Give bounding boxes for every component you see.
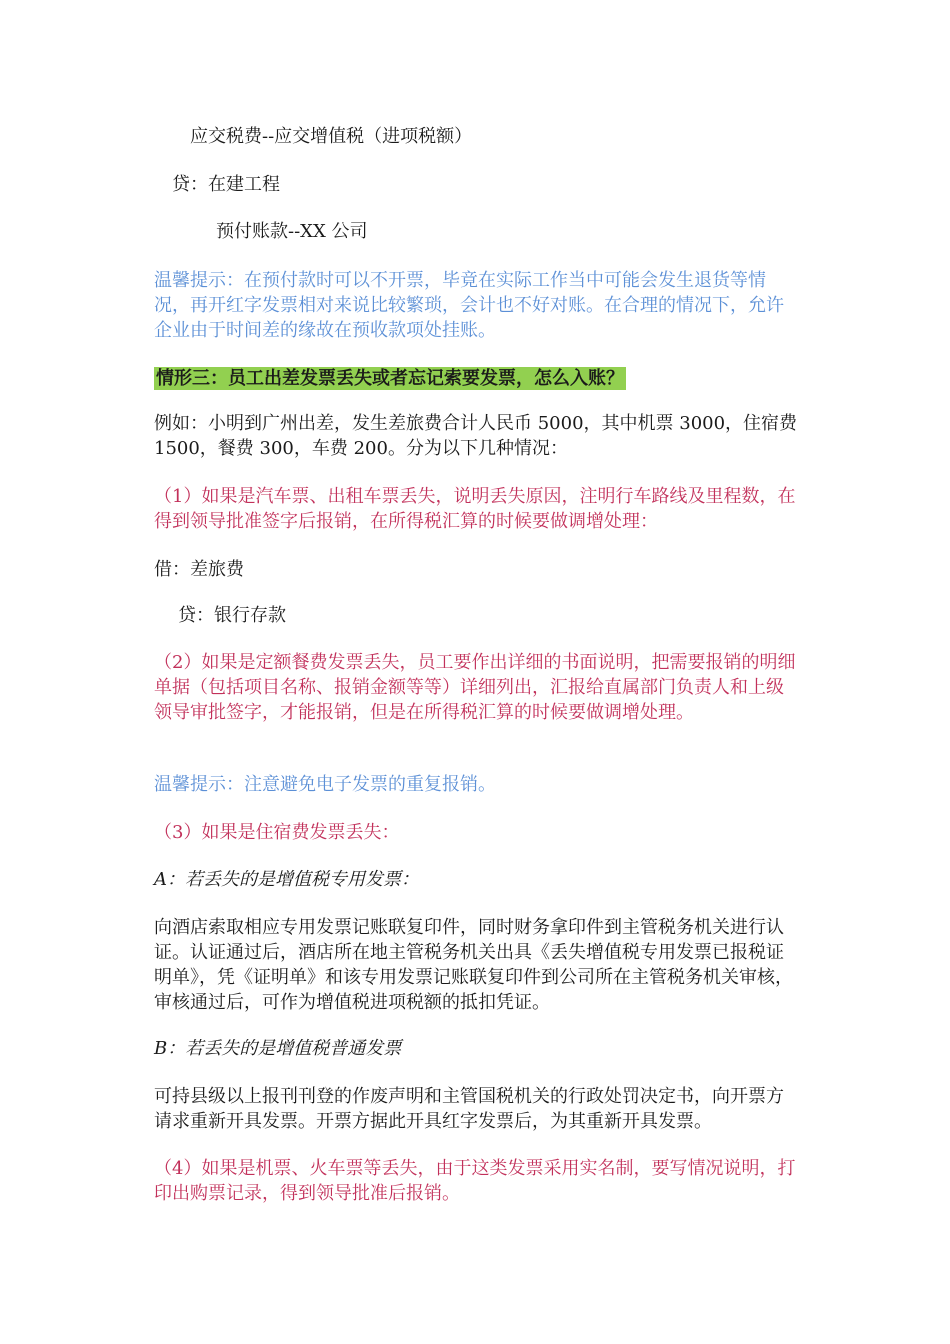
credit-bank-deposit: 贷：银行存款: [178, 605, 286, 626]
ledger-line-credit-construction: 贷：在建工程: [172, 174, 280, 195]
debit-travel-expense: 借：差旅费: [154, 559, 244, 580]
tip-prepayment: 温馨提示：在预付款时可以不开票，毕竟在实际工作当中可能会发生退货等情况，再开红字发票相对来说比较繁琐，会计也不好对账。在合理的情况下，允许企业由于时间差的缘故在预收款项处挂账。: [154, 270, 784, 341]
ledger-line-input-vat: 应交税费--应交增值税（进项税额）: [190, 126, 473, 147]
section-heading-3: [154, 366, 799, 391]
tip-electronic-invoice: 温馨提示：注意避免电子发票的重复报销。: [154, 774, 496, 795]
case-3-paragraph: （3）如果是住宿费发票丢失：: [154, 822, 400, 843]
example-paragraph: 例如：小明到广州出差，发生差旅费合计人民币 5000，其中机票 3000，住宿费 1500，餐费 300，车费 200。分为以下几种情况：: [154, 413, 803, 459]
case-2-paragraph: （2）如果是定额餐费发票丢失，员工要作出详细的书面说明，把需要报销的明细单据（包括项目名称、报销金额等等）详细列出，汇报给直属部门负责人和上级领导审批签字，才能报销，但是在所得税汇算的时候要做调增处理。: [154, 652, 796, 723]
case-1-paragraph: （1）如果是汽车票、出租车票丢失，说明丢失原因，注明行车路线及里程数，在得到领导批准签字后报销，在所得税汇算的时候要做调增处理：: [154, 486, 796, 532]
subcase-b-text: 可持县级以上报刊刊登的作废声明和主管国税机关的行政处罚决定书，向开票方请求重新开具发票。开票方据此开具红字发票后，为其重新开具发票。: [154, 1086, 784, 1132]
case-4-paragraph: （4）如果是机票、火车票等丢失，由于这类发票采用实名制，要写情况说明，打印出购票记录，得到领导批准后报销。: [154, 1158, 796, 1204]
subcase-b-heading: B：若丢失的是增值税普通发票: [154, 1038, 402, 1059]
ledger-line-prepayment: 预付账款--XX 公司: [216, 221, 368, 242]
subcase-a-text: 向酒店索取相应专用发票记账联复印件，同时财务拿印件到主管税务机关进行认证。认证通过后，酒店所在地主管税务机关出具《丢失增值税专用发票已报税证明单》，凭《证明单》和该专用发票记账联复印件到公司所在主管税务机关审核，审核通过后，可作为增值税进项税额的抵扣凭证。: [154, 917, 793, 1013]
subcase-a-heading: A：若丢失的是增值税专用发票：: [154, 869, 419, 890]
section-heading-3-text: 情形三：员工出差发票丢失或者忘记索要发票，怎么入账？: [156, 368, 624, 389]
